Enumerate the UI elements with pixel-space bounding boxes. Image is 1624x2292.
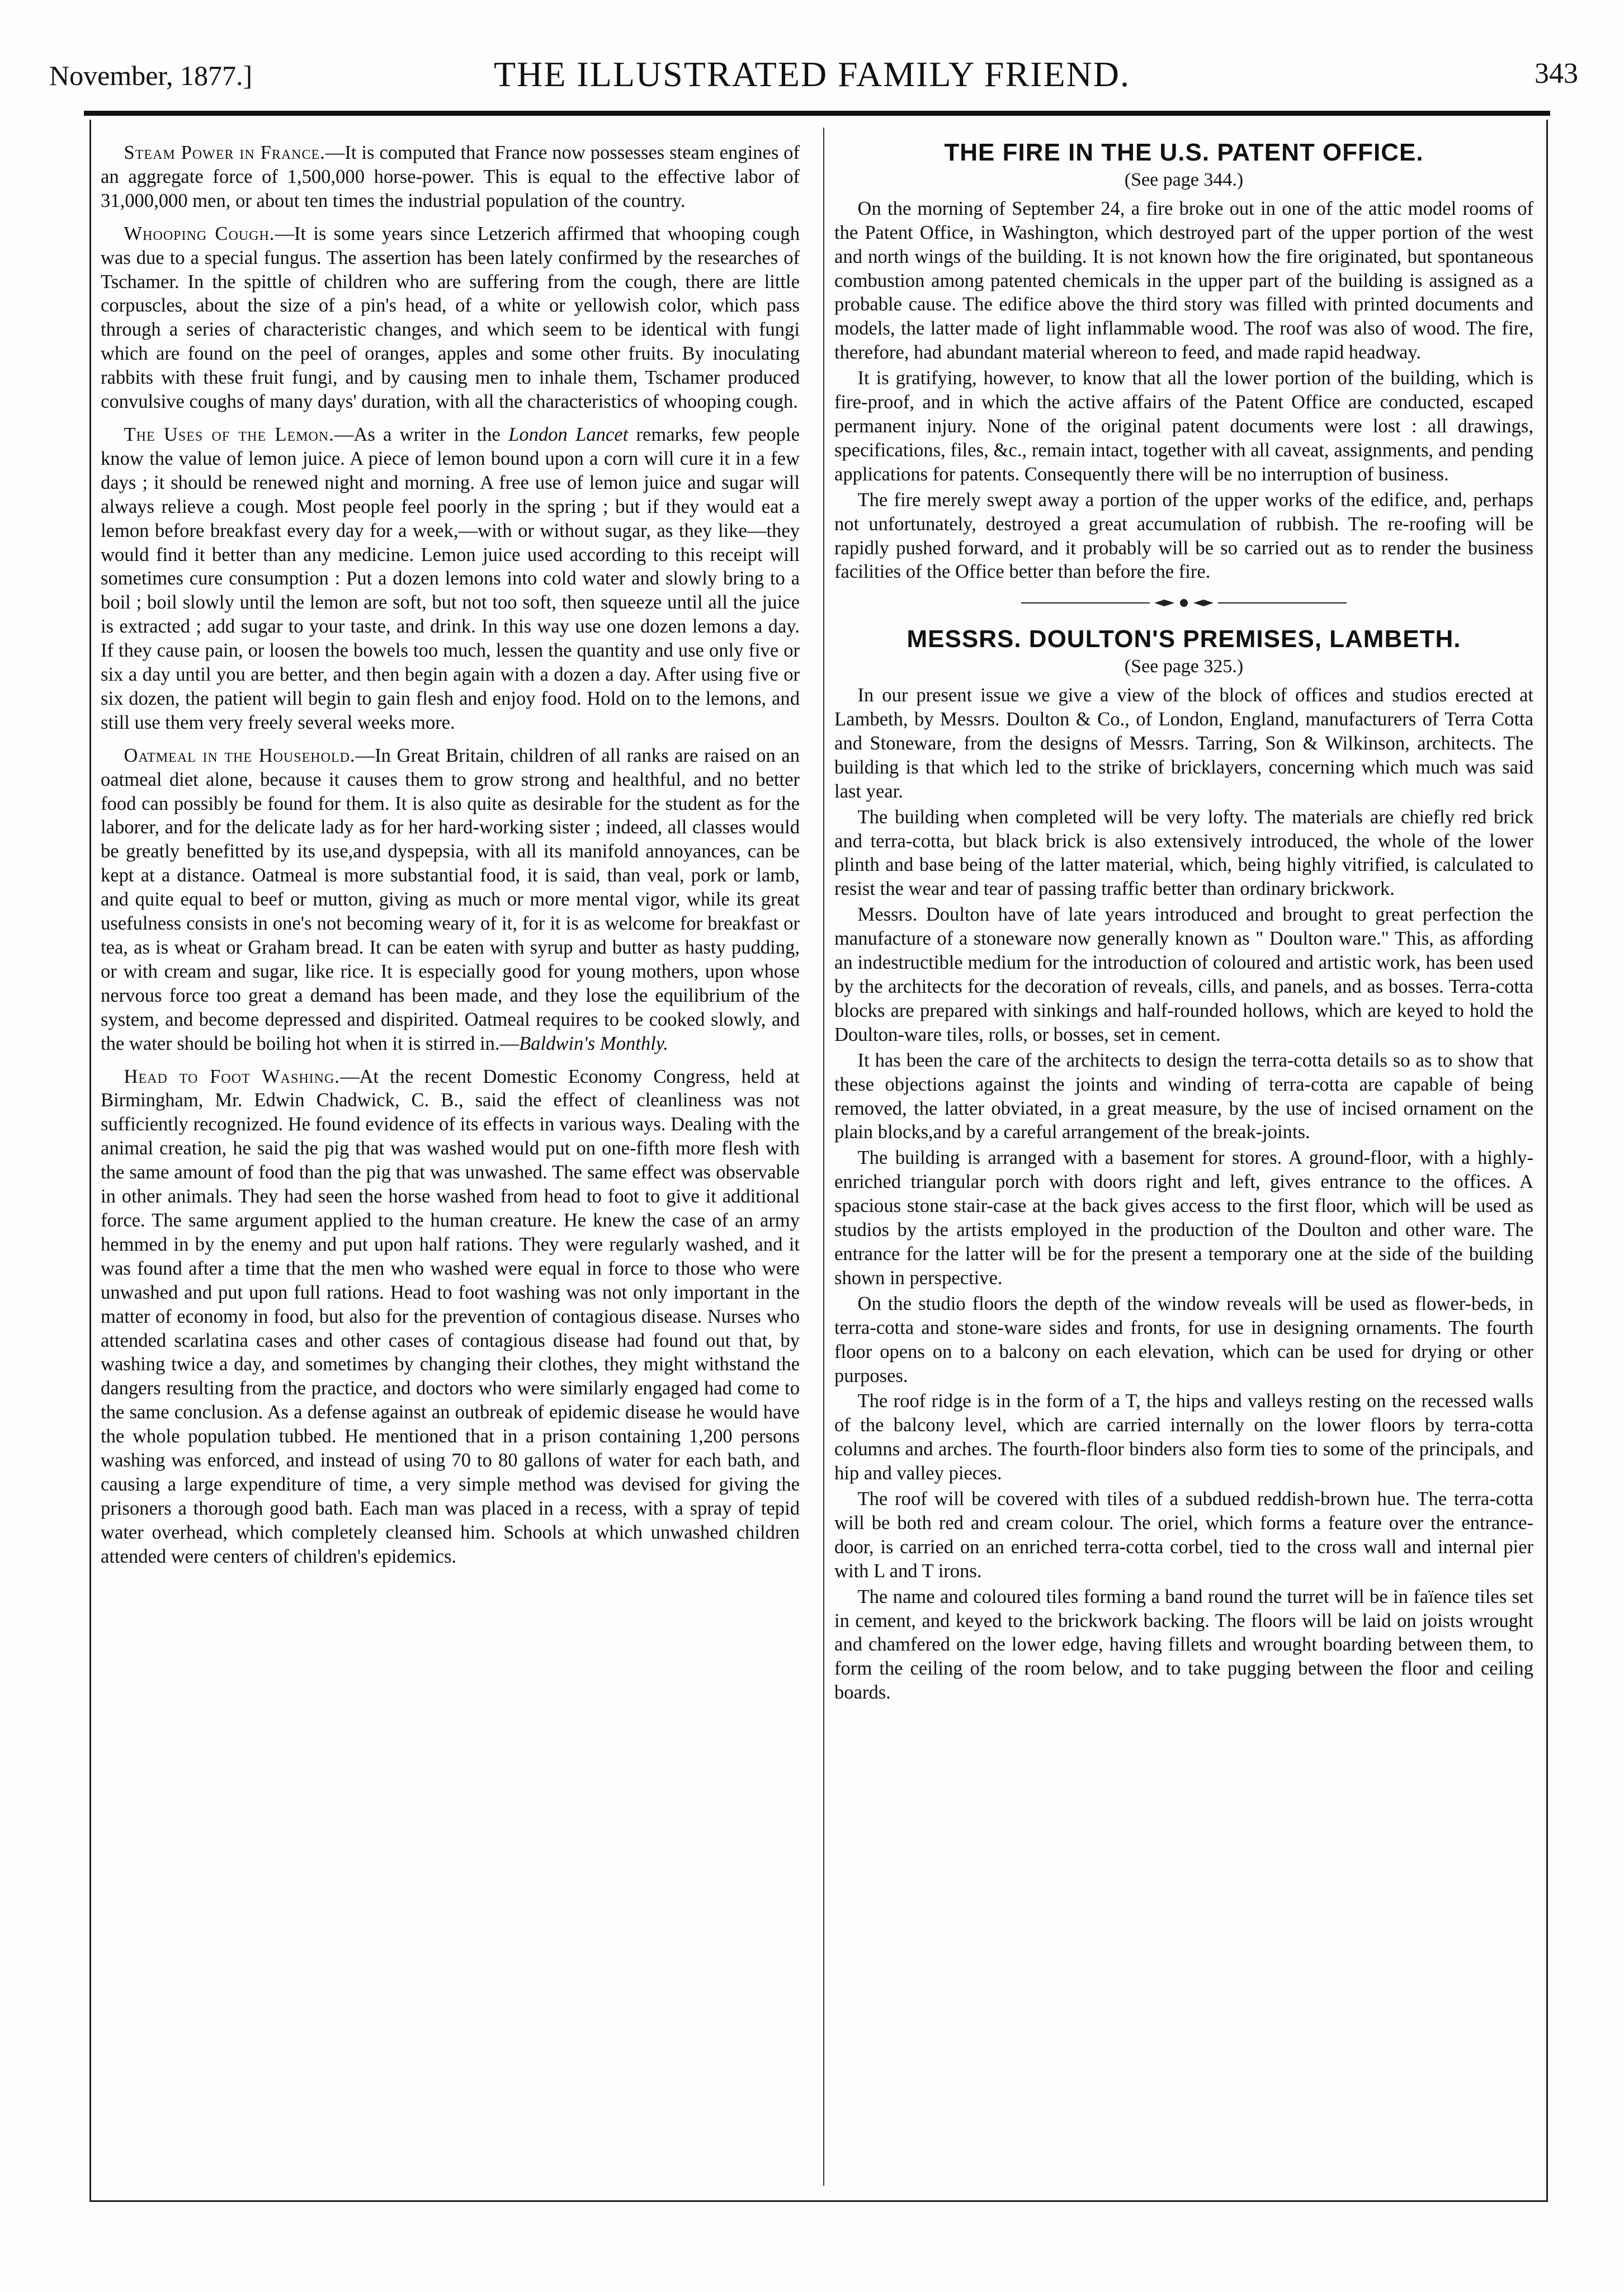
source-citation: London Lancet xyxy=(508,423,629,445)
article-lead: Whooping Cough. xyxy=(124,223,275,244)
paragraph: It has been the care of the architects to design the terra-cotta details so as to show that these objections against the joints and winding of terra-cotta are capable of being removed, the latter obviated, in a great measure, by the use of incised ornament on the plain blocks,and by a careful arrangement of the break-joints. xyxy=(834,1049,1533,1143)
section-ornament xyxy=(834,597,1533,609)
paragraph: On the morning of September 24, a fire broke out in one of the attic model rooms of the Patent Office, in Washington, which destroyed part of the upper portion of the west and north wings of the building. It is not known how the fire originated, but spontaneous combustion among patented chemicals in the upper part of the building is assigned as a probable cause. The edifice above the third story was filled with printed documents and models, the latter made of light inflammable wood. The roof was also of wood. The fire, therefore, had abundant material whereon to feed, and made rapid headway. xyxy=(834,197,1533,364)
page-number: 343 xyxy=(1535,58,1578,89)
article-lemon xyxy=(101,423,800,735)
article-head-to-foot-washing xyxy=(101,1065,800,1569)
right-column xyxy=(834,141,1533,1706)
paragraph: The name and coloured tiles forming a band round the turret will be in faïence tiles set in cement, and keyed to the brickwork backing. The floors will be laid on joists wrought and chamfered on the lower edge, having fillets and wrought boarding between them, to form the ceiling of the room below, and to take pugging between the floor and ceiling boards. xyxy=(834,1586,1533,1704)
ornament-rule xyxy=(1218,602,1347,603)
left-column xyxy=(101,141,800,1578)
source-citation: Baldwin's Monthly. xyxy=(519,1032,668,1054)
article-lead: Steam Power in France. xyxy=(124,142,325,163)
paragraph: The roof will be covered with tiles of a subdued reddish-brown hue. The terra-cotta will be both red and cream colour. The oriel, which forms a feature over the entrance-door, is carried on an enriched terra-cotta corbel, tied to the cross wall and internal pier with L and T irons. xyxy=(834,1488,1533,1582)
article-text: —It is some years since Letzerich affirmed that whooping cough was due to a special fungus. The assertion has been lately confirmed by the researches of Tschamer. In the spittle of children who are suffering from the cough, there are little corpuscles, about the size of a pin's head, of a white or yellowish color, which pass through a series of characteristic changes, and which seem to be identical with fungi which are found on the peel of oranges, apples and some other fruits. By inoculating rabbits with these fruit fungi, and by causing men to inhale them, Tschamer produced convulsive coughs of many days' duration, with all the characteristics of whooping cough. xyxy=(101,223,800,413)
ornament-rule xyxy=(1021,602,1150,603)
paragraph: Messrs. Doulton have of late years introduced and brought to great perfection the manufacture of a stoneware now generally known as " Doulton ware." This, as affording an indestructible medium for the introduction of coloured and artistic work, has been used by the architects for the decoration of reveals, cills, and panels, and as bosses. Terra-cotta blocks are prepared with sinkings and half-rounded hollows, which are keyed to hold the Doulton-ware tiles, rolls, or bosses, set in cement. xyxy=(834,904,1533,1045)
article-lead: Head to Foot Washing. xyxy=(124,1065,340,1087)
article-text: —In Great Britain, children of all ranks are raised on an oatmeal diet alone, because it causes them to grow strong and healthful, and no better food can possibly be found for them. It is also quite as desirable for the student as for the laborer, and for the delicate lady as for her hard-working sister ; indeed, all classes would be greatly benefitted by its use,and dyspepsia, with all its manifold annoyances, can be kept at a distance. Oatmeal is more substantial food, it is said, than veal, pork or lamb, and quite equal to beef or mutton, giving as much or more mental vigor, while its great usefulness consists in one's not becoming weary of it, for it is as welcome for breakfast or tea, as is wheat or Graham bread. It can be eaten with syrup and butter as hasty pudding, or with cream and sugar, like rice. It is especially good for young mothers, upon whose nervous force too great a demand has been made, and they lose the equilibrium of the system, and become depressed and dispirited. Oatmeal requires to be cooked slowly, and the water should be boiling hot when it is stirred in.— xyxy=(101,744,800,1054)
fleuron-icon xyxy=(1153,597,1215,609)
article-title-patent-office: THE FIRE IN THE U.S. PATENT OFFICE. xyxy=(944,139,1424,166)
paragraph: The building when completed will be very lofty. The materials are chiefly red brick and terra-cotta, but black brick is also extensively introduced, the whole of the lower plinth and base being of the latter material, which, being highly vitrified, is calculated to resist the wear and tear of passing traffic better than ordinary brickwork. xyxy=(834,806,1533,900)
article-lead: The Uses of the Lemon. xyxy=(124,423,334,445)
running-head xyxy=(34,54,1590,104)
paragraph: In our present issue we give a view of the block of offices and studios erected at Lambeth, by Messrs. Doulton & Co., of London, England, manufacturers of Terra Cotta and Stoneware, from the designs of Messrs. Tarring, Son & Wilkinson, architects. The building is that which led to the strike of bricklayers, concerning which much was said last year. xyxy=(834,685,1533,802)
paragraph: On the studio floors the depth of the window reveals will be used as flower-beds, in terra-cotta and stone-ware sides and fronts, for use in designing ornaments. The fourth floor opens on to a balcony on each elevation, which can be used for drying or other purposes. xyxy=(834,1293,1533,1386)
article-text: —At the recent Domestic Economy Congress, held at Birmingham, Mr. Edwin Chadwick, C. B., said the effect of cleanliness was not sufficiently recognized. He found evidence of its effects in various ways. Dealing with the animal creation, he said the pig that was washed would put on one-fifth more flesh with the same amount of food than the pig that was unwashed. The same effect was observable in other animals. They had seen the horse washed from head to foot to give it additional force. The same argument applied to the human creature. He knew the case of an army hemmed in by the enemy and put upon half rations. They were regularly washed, and it was found after a time that the men who washed were equal in force to those who were unwashed and put upon full rations. Head to foot washing was not only important in the matter of economy in food, but also for the prevention of contagious disease. Nurses who attended scarlatina cases and other cases of contagious disease had found out that, by washing twice a day, and sometimes by changing their clothes, they might withstand the dangers resulting from the practice, and doctors who were similarly engaged had come to the same conclusion. As a defense against an outbreak of epidemic disease he would have the whole population tubbed. He mentioned that in a prison containing 1,200 persons washing was enforced, and instead of using 70 to 80 gallons of water for each bath, and causing a large expenditure of time, a very simple method was devised for giving the prisoners a thorough good bath. Each man was placed in a recess, with a spray of tepid water overhead, which completely cleansed him. Schools at which unwashed children attended were centers of children's epidemics. xyxy=(101,1065,800,1567)
article-steam-power xyxy=(101,141,800,213)
article-oatmeal xyxy=(101,744,800,1056)
header-rule xyxy=(84,111,1550,116)
article-title-doulton: MESSRS. DOULTON'S PREMISES, LAMBETH. xyxy=(907,625,1461,653)
paragraph: The fire merely swept away a portion of the upper works of the edifice, and, perhaps not unfortunately, destroyed a great accumulation of rubbish. The re-roofing will be rapidly pushed forward, and it probably will be so carried out as to render the business facilities of the Office better than before the fire. xyxy=(834,489,1533,583)
periodical-title: THE ILLUSTRATED FAMILY FRIEND. xyxy=(494,54,1130,94)
article-lead: Oatmeal in the Household. xyxy=(124,744,356,766)
article-text: —As a writer in the xyxy=(334,423,509,445)
issue-date: November, 1877.] xyxy=(49,60,253,91)
paragraph: The building is arranged with a basement for stores. A ground-floor, with a highly-enriched triangular porch with doors right and left, gives entrance to the offices. A spacious stone stair-case at the back gives access to the first floor, which will be used as studios by the artists employed in the production of the Doulton and other ware. The entrance for the latter will be for the present a temporary one at the side of the building shown in perspective. xyxy=(834,1147,1533,1289)
paragraph: It is gratifying, however, to know that all the lower portion of the building, which is fire-proof, and in which the active affairs of the Patent Office are conducted, escaped permanent injury. None of the original patent documents were lost : all drawings, specifications, files, &c., remain intact, together with all caveat, assignments, and pending applications for patents. Consequently there will be no interruption of business. xyxy=(834,367,1533,485)
article-text: remarks, few people know the value of lemon juice. A piece of lemon bound upon a corn will cure it in a few days ; it should be renewed night and morning. A free use of lemon juice and sugar will always relieve a cough. Most people feel poorly in the spring ; but if they would eat a lemon before breakfast every day for a week,—with or without sugar, as they like—they would find it better than any medicine. Lemon juice used according to this receipt will sometimes cure consumption : Put a dozen lemons into cold water and slowly bring to a boil ; boil slowly until the lemon are soft, but not too soft, then squeeze until all the juice is extracted ; add sugar to your taste, and drink. In this way use one dozen lemons a day. If they cause pain, or loosen the bowels too much, lessen the quantity and use only five or six a day until you are better, and then begin again with a dozen a day. After using five or six dozen, the patient will begin to gain flesh and enjoy food. Hold on to the lemons, and still use them very freely several weeks more. xyxy=(101,423,800,733)
see-page-note: (See page 325.) xyxy=(1124,656,1244,677)
article-text: —It is computed that France now possesses steam engines of an aggregate force of 1,500,000 horse-power. This is equal to the effective labor of 31,000,000 men, or about ten times the industrial population of the country. xyxy=(101,142,800,211)
paragraph: The roof ridge is in the form of a T, the hips and valleys resting on the recessed walls of the balcony level, which are carried internally on the lower floors by terra-cotta columns and arches. The fourth-floor binders also form ties to some of the principals, and hip and valley pieces. xyxy=(834,1390,1533,1484)
article-whooping-cough xyxy=(101,222,800,414)
column-divider xyxy=(823,128,824,2186)
see-page-note: (See page 344.) xyxy=(1124,169,1244,190)
